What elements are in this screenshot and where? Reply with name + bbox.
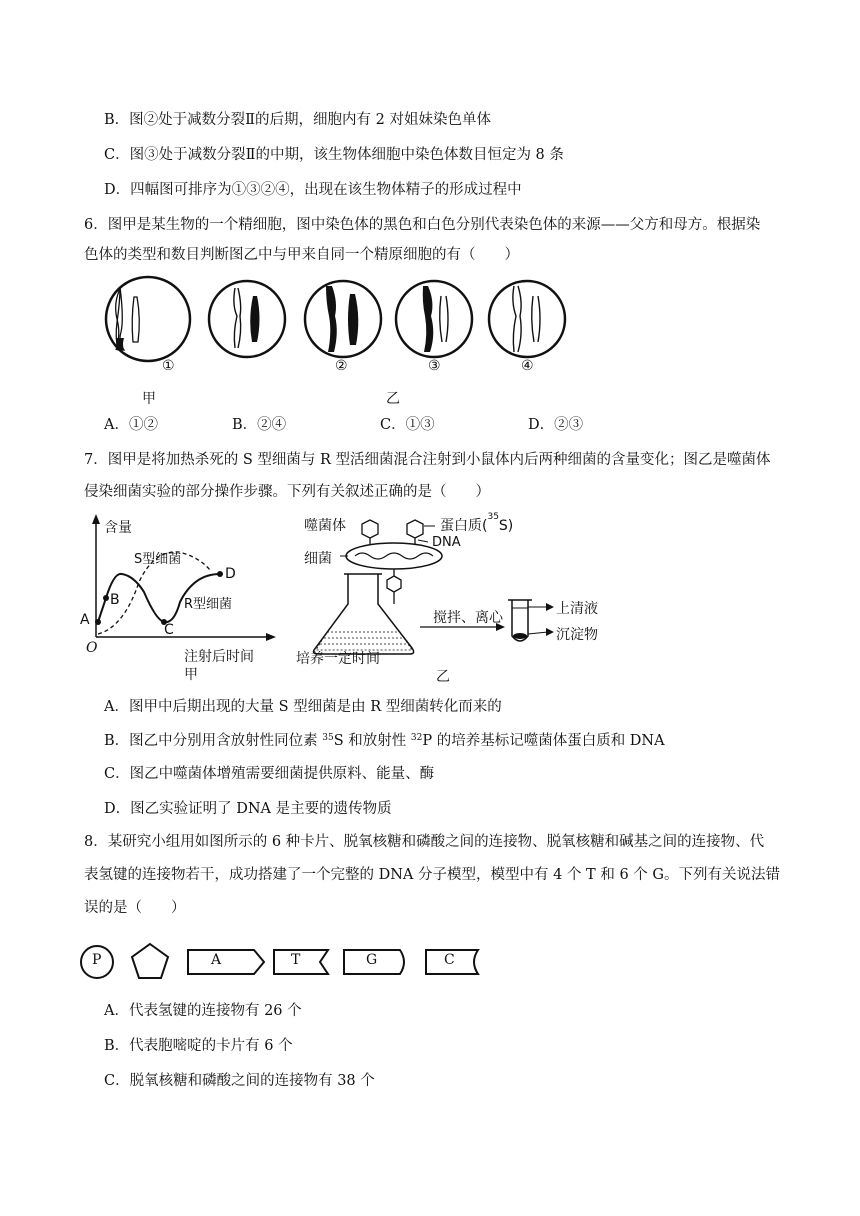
cell-num-4: ④ xyxy=(521,358,534,374)
q7-option-a: A．图甲中后期出现的大量 S 型细菌是由 R 型细菌转化而来的 xyxy=(104,699,502,715)
diagram-fig-label: 乙 xyxy=(436,669,450,685)
q6-stem-line2: 色体的类型和数目判断图乙中与甲来自同一个精原细胞的有（ ） xyxy=(84,247,519,263)
q6-option-a: A．①② xyxy=(104,417,158,433)
diagram-culture: 培养一定时间 xyxy=(296,651,380,667)
diagram-supernatant: 上清液 xyxy=(556,601,598,617)
cell-num-1: ① xyxy=(162,358,175,374)
q5-option-b: B．图②处于减数分裂Ⅱ的后期，细胞内有 2 对姐妹染色单体 xyxy=(104,112,491,128)
q7-option-b xyxy=(104,731,665,751)
q6-stem-line1: 6．图甲是某生物的一个精细胞，图中染色体的黑色和白色分别代表染色体的来源——父方和母方。根据染 xyxy=(84,217,761,233)
diagram-precipitate: 沉淀物 xyxy=(556,627,598,643)
q8-option-b: B．代表胞嘧啶的卡片有 6 个 xyxy=(104,1038,293,1054)
q8-stem-line3: 误的是（ ） xyxy=(84,900,186,916)
graph-point-b: B xyxy=(110,592,120,608)
q7-option-b-sup2: 32 xyxy=(410,733,423,743)
card-label-t: T xyxy=(291,952,301,968)
graph-point-a: A xyxy=(80,612,90,628)
q8-option-a: A．代表氢键的连接物有 26 个 xyxy=(104,1003,302,1019)
card-label-c: C xyxy=(444,952,455,968)
diagram-bacteria: 细菌 xyxy=(304,551,332,567)
q7-option-d: D．图乙实验证明了 DNA 是主要的遗传物质 xyxy=(104,801,392,817)
cell-label-jia: 甲 xyxy=(142,391,156,407)
q7-stem-line1: 7．图甲是将加热杀死的 S 型细菌与 R 型活细菌混合注射到小鼠体内后两种细菌的含量变化；图乙是噬菌体 xyxy=(84,452,771,468)
graph-r-label: R型细菌 xyxy=(184,597,233,612)
q7-stem-line2: 侵染细菌实验的部分操作步骤。下列有关叙述正确的是（ ） xyxy=(84,484,490,500)
cell-num-3: ③ xyxy=(428,358,441,374)
graph-point-c: C xyxy=(164,622,174,638)
cell-2 xyxy=(305,281,381,357)
cell-label-yi: 乙 xyxy=(386,391,400,407)
graph-origin: O xyxy=(86,640,98,656)
q7-option-b-sup1: 35 xyxy=(322,733,334,743)
card-thymine xyxy=(274,950,328,974)
graph-fig-label: 甲 xyxy=(184,667,198,683)
q8-stem-line1: 8．某研究小组用如图所示的 6 种卡片、脱氧核糖和磷酸之间的连接物、脱氧核糖和碱基之间的连接物、代 xyxy=(84,834,765,850)
q8-option-c: C．脱氧核糖和磷酸之间的连接物有 38 个 xyxy=(104,1073,375,1089)
cell-3 xyxy=(396,281,472,357)
diagram-protein-sup: 35 xyxy=(487,512,499,522)
graph-point-d: D xyxy=(225,566,236,582)
q8-stem-line2: 表氢键的连接物若干，成功搭建了一个完整的 DNA 分子模型，模型中有 4 个 T 和 6 个 G。下列有关说法错 xyxy=(84,867,780,883)
q6-option-d: D．②③ xyxy=(528,417,584,433)
card-label-a: A xyxy=(211,952,222,968)
diagram-protein xyxy=(440,512,514,535)
card-deoxyribose xyxy=(132,944,168,978)
card-adenine xyxy=(188,950,264,974)
diagram-protein-end: S) xyxy=(498,518,514,534)
diagram-stir: 搅拌、离心 xyxy=(433,610,503,626)
diagram-dna: DNA xyxy=(432,535,461,550)
cell-1 xyxy=(209,281,285,357)
q5-option-c: C．图③处于减数分裂Ⅱ的中期，该生物体细胞中染色体数目恒定为 8 条 xyxy=(104,147,564,163)
q8-cards-figure xyxy=(78,940,488,986)
q7-option-c: C．图乙中噬菌体增殖需要细菌提供原料、能量、酶 xyxy=(104,766,435,782)
cell-jia xyxy=(106,277,190,361)
diagram-phage: 噬菌体 xyxy=(304,518,346,534)
cell-4 xyxy=(489,281,565,357)
card-label-g: G xyxy=(366,952,378,968)
cell-num-2: ② xyxy=(335,358,348,374)
q7-option-b-mid: S 和放射性 xyxy=(333,733,411,749)
q6-option-c: C．①③ xyxy=(380,417,435,433)
q6-option-b: B．②④ xyxy=(232,417,287,433)
q5-option-d: D．四幅图可排序为①③②④，出现在该生物体精子的形成过程中 xyxy=(104,182,522,198)
graph-y-label: 含量 xyxy=(104,520,132,536)
diagram-protein-text: 蛋白质( xyxy=(440,518,488,534)
graph-s-label: S型细菌 xyxy=(134,552,182,567)
q7-option-b-end: P 的培养基标记噬菌体蛋白质和 DNA xyxy=(422,733,665,749)
card-label-p: P xyxy=(92,952,102,968)
graph-x-label: 注射后时间 xyxy=(184,649,254,665)
q7-option-b-pre: B．图乙中分别用含放射性同位素 xyxy=(104,733,323,749)
